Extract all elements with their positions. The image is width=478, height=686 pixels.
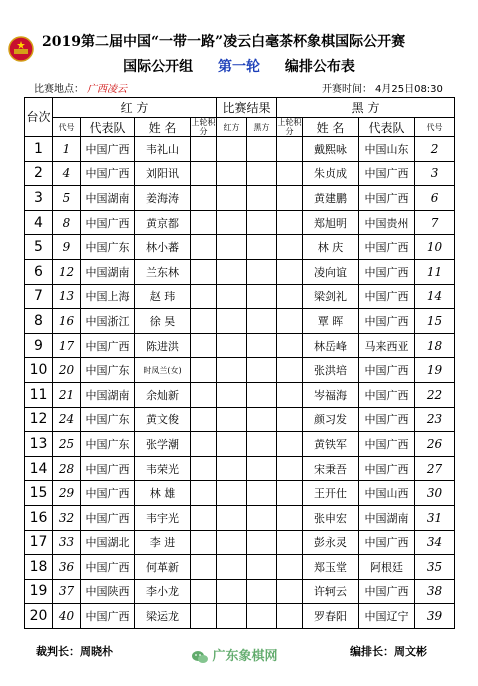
announcement-label: 编排公布表	[284, 59, 355, 75]
black-win-result-cell	[247, 579, 277, 604]
red-name-header: 姓 名	[135, 118, 191, 137]
red-win-result-cell	[217, 407, 247, 432]
red-team-cell: 中国浙江	[81, 309, 135, 334]
red-win-result-cell	[217, 309, 247, 334]
arranger-name: 周文彬	[394, 645, 427, 658]
table-no-cell: 5	[25, 235, 53, 260]
table-no-cell: 17	[25, 530, 53, 555]
start-time-info	[322, 80, 443, 95]
red-prev-score-cell	[191, 358, 217, 383]
black-prev-score-cell	[277, 481, 303, 506]
black-prev-score-cell	[277, 382, 303, 407]
black-code-header: 代号	[415, 118, 455, 137]
table-row	[25, 309, 455, 334]
table-no-cell: 9	[25, 333, 53, 358]
table-row	[25, 555, 455, 580]
red-name-cell: 陈进洪	[135, 333, 191, 358]
red-name-cell: 徐 昊	[135, 309, 191, 334]
red-win-result-cell	[217, 284, 247, 309]
red-name-cell: 黄京都	[135, 210, 191, 235]
red-team-cell: 中国广东	[81, 432, 135, 457]
red-name-cell: 兰东林	[135, 259, 191, 284]
red-prev-score-header: 上轮积分	[191, 118, 216, 136]
red-prev-score-cell	[191, 555, 217, 580]
black-team-cell: 中国广西	[359, 186, 415, 211]
black-code-cell: 39	[415, 604, 455, 629]
black-code-cell: 15	[415, 309, 455, 334]
black-name-cell: 郑玉堂	[303, 555, 359, 580]
black-team-header: 代表队	[359, 118, 415, 137]
black-name-header: 姓 名	[303, 118, 359, 137]
black-name-cell: 宋秉吾	[303, 456, 359, 481]
black-name-cell: 彭永灵	[303, 530, 359, 555]
red-code-cell: 37	[53, 579, 81, 604]
red-code-cell: 12	[53, 259, 81, 284]
red-win-result-cell	[217, 530, 247, 555]
venue-label: 比赛地点：	[34, 84, 84, 95]
red-code-cell: 9	[53, 235, 81, 260]
black-name-cell: 张申宏	[303, 505, 359, 530]
black-prev-score-cell	[277, 309, 303, 334]
red-name-cell: 韦荣光	[135, 456, 191, 481]
black-name-cell: 黄建鹏	[303, 186, 359, 211]
red-prev-score-cell	[191, 481, 217, 506]
red-name-cell: 黄文俊	[135, 407, 191, 432]
black-team-cell: 阿根廷	[359, 555, 415, 580]
chief-referee-label: 裁判长：	[36, 645, 80, 658]
red-code-cell: 36	[53, 555, 81, 580]
black-team-cell: 中国山东	[359, 137, 415, 162]
black-code-cell: 31	[415, 505, 455, 530]
table-no-cell: 1	[25, 137, 53, 162]
red-win-result-cell	[217, 333, 247, 358]
black-prev-score-cell	[277, 186, 303, 211]
red-code-cell: 16	[53, 309, 81, 334]
red-prev-score-cell	[191, 530, 217, 555]
black-name-cell: 颜习发	[303, 407, 359, 432]
watermark	[192, 645, 312, 669]
table-no-cell: 15	[25, 481, 53, 506]
table-row	[25, 137, 455, 162]
red-name-cell: 张学潮	[135, 432, 191, 457]
red-code-cell: 25	[53, 432, 81, 457]
red-code-cell: 40	[53, 604, 81, 629]
table-row	[25, 530, 455, 555]
black-name-cell: 郑旭明	[303, 210, 359, 235]
table-no-cell: 20	[25, 604, 53, 629]
red-prev-score-cell	[191, 456, 217, 481]
black-code-cell: 19	[415, 358, 455, 383]
red-win-result-cell	[217, 555, 247, 580]
red-name-cell: 梁运龙	[135, 604, 191, 629]
chief-referee-name: 周晓朴	[80, 645, 113, 658]
black-code-cell: 6	[415, 186, 455, 211]
table-row	[25, 210, 455, 235]
table-row	[25, 505, 455, 530]
black-win-result-cell	[247, 407, 277, 432]
table-no-cell: 13	[25, 432, 53, 457]
table-no-cell: 11	[25, 382, 53, 407]
black-win-result-cell	[247, 259, 277, 284]
black-code-cell: 30	[415, 481, 455, 506]
red-code-cell: 5	[53, 186, 81, 211]
black-code-cell: 23	[415, 407, 455, 432]
black-team-cell: 中国广西	[359, 259, 415, 284]
red-code-cell: 4	[53, 161, 81, 186]
red-code-cell: 21	[53, 382, 81, 407]
black-win-result-cell	[247, 456, 277, 481]
red-team-cell: 中国湖北	[81, 530, 135, 555]
table-row	[25, 284, 455, 309]
table-no-cell: 14	[25, 456, 53, 481]
black-name-cell: 林岳峰	[303, 333, 359, 358]
table-row	[25, 407, 455, 432]
red-name-cell: 刘阳讯	[135, 161, 191, 186]
table-no-cell: 6	[25, 259, 53, 284]
black-side-header: 黑 方	[277, 98, 455, 118]
black-prev-score-cell	[277, 284, 303, 309]
table-no-header: 台次	[25, 98, 53, 137]
red-win-result-cell	[217, 505, 247, 530]
red-name-cell: 何革新	[135, 555, 191, 580]
black-name-cell: 凌向谊	[303, 259, 359, 284]
black-team-cell: 中国广西	[359, 407, 415, 432]
red-win-header: 红方	[217, 118, 247, 137]
red-prev-score-cell	[191, 579, 217, 604]
red-team-cell: 中国广西	[81, 210, 135, 235]
black-name-cell: 戴熙咏	[303, 137, 359, 162]
red-prev-score-cell	[191, 407, 217, 432]
black-prev-score-cell	[277, 604, 303, 629]
red-win-result-cell	[217, 210, 247, 235]
red-team-cell: 中国广东	[81, 407, 135, 432]
black-prev-score-cell	[277, 456, 303, 481]
red-prev-score-cell	[191, 186, 217, 211]
black-name-cell: 梁剑礼	[303, 284, 359, 309]
table-no-cell: 16	[25, 505, 53, 530]
red-team-cell: 中国广西	[81, 137, 135, 162]
black-team-cell: 中国广西	[359, 309, 415, 334]
red-prev-score-cell	[191, 210, 217, 235]
black-prev-score-cell	[277, 555, 303, 580]
black-name-cell: 张洪培	[303, 358, 359, 383]
black-prev-score-cell	[277, 235, 303, 260]
black-prev-score-cell	[277, 530, 303, 555]
black-team-cell: 中国广西	[359, 579, 415, 604]
black-team-cell: 中国广西	[359, 530, 415, 555]
black-team-cell: 中国广西	[359, 358, 415, 383]
black-name-cell: 罗春阳	[303, 604, 359, 629]
red-name-cell: 李小龙	[135, 579, 191, 604]
black-code-cell: 34	[415, 530, 455, 555]
red-win-result-cell	[217, 456, 247, 481]
chief-referee	[36, 643, 113, 659]
red-prev-score-cell	[191, 137, 217, 162]
black-code-cell: 27	[415, 456, 455, 481]
red-code-header: 代号	[53, 118, 81, 137]
red-prev-score-cell	[191, 604, 217, 629]
table-no-cell: 8	[25, 309, 53, 334]
red-team-cell: 中国广西	[81, 333, 135, 358]
red-team-cell: 中国广东	[81, 235, 135, 260]
red-name-cell: 林小蕃	[135, 235, 191, 260]
table-row	[25, 604, 455, 629]
black-win-result-cell	[247, 284, 277, 309]
red-name-cell: 林 雄	[135, 481, 191, 506]
tournament-title: 2019第二届中国“一带一路”凌云白毫茶杯象棋国际公开赛	[42, 34, 406, 50]
black-win-result-cell	[247, 235, 277, 260]
red-win-result-cell	[217, 161, 247, 186]
red-code-cell: 32	[53, 505, 81, 530]
black-win-result-cell	[247, 530, 277, 555]
black-prev-score-cell	[277, 333, 303, 358]
black-team-cell: 中国辽宁	[359, 604, 415, 629]
table-row	[25, 382, 455, 407]
red-win-result-cell	[217, 382, 247, 407]
red-win-result-cell	[217, 604, 247, 629]
red-team-cell: 中国湖南	[81, 259, 135, 284]
red-team-cell: 中国广西	[81, 456, 135, 481]
red-win-result-cell	[217, 358, 247, 383]
table-row	[25, 333, 455, 358]
red-win-result-cell	[217, 432, 247, 457]
black-win-result-cell	[247, 358, 277, 383]
table-row	[25, 432, 455, 457]
black-win-result-cell	[247, 161, 277, 186]
black-team-cell: 中国贵州	[359, 210, 415, 235]
black-team-cell: 中国广西	[359, 456, 415, 481]
red-team-cell: 中国广西	[81, 505, 135, 530]
red-prev-score-cell	[191, 432, 217, 457]
black-win-result-cell	[247, 481, 277, 506]
black-win-result-cell	[247, 604, 277, 629]
red-code-cell: 1	[53, 137, 81, 162]
table-no-cell: 19	[25, 579, 53, 604]
table-no-cell: 2	[25, 161, 53, 186]
table-row	[25, 579, 455, 604]
red-win-result-cell	[217, 259, 247, 284]
black-code-cell: 35	[415, 555, 455, 580]
black-win-header: 黑方	[247, 118, 277, 137]
red-prev-score-cell	[191, 309, 217, 334]
red-prev-score-cell	[191, 235, 217, 260]
red-team-cell: 中国广西	[81, 481, 135, 506]
black-code-cell: 26	[415, 432, 455, 457]
red-name-cell: 李 进	[135, 530, 191, 555]
group-label: 国际公开组	[123, 59, 194, 75]
black-name-cell: 朱贞成	[303, 161, 359, 186]
red-code-cell: 24	[53, 407, 81, 432]
black-code-cell: 3	[415, 161, 455, 186]
table-row	[25, 481, 455, 506]
red-prev-score-cell	[191, 333, 217, 358]
black-win-result-cell	[247, 555, 277, 580]
black-name-cell: 岑福海	[303, 382, 359, 407]
time-value: 4月25日08:30	[375, 84, 443, 95]
black-win-result-cell	[247, 505, 277, 530]
red-prev-score-cell	[191, 161, 217, 186]
red-name-cell: 余灿新	[135, 382, 191, 407]
black-prev-score-cell	[277, 432, 303, 457]
black-win-result-cell	[247, 333, 277, 358]
red-team-cell: 中国广西	[81, 555, 135, 580]
red-code-cell: 8	[53, 210, 81, 235]
black-code-cell: 18	[415, 333, 455, 358]
black-team-cell: 中国湖南	[359, 505, 415, 530]
black-name-cell: 覃 晖	[303, 309, 359, 334]
black-prev-score-cell	[277, 358, 303, 383]
black-prev-score-cell	[277, 579, 303, 604]
red-name-cell: 赵 玮	[135, 284, 191, 309]
black-name-cell: 王开仕	[303, 481, 359, 506]
black-code-cell: 11	[415, 259, 455, 284]
red-name-cell: 姜海涛	[135, 186, 191, 211]
red-prev-score-cell	[191, 505, 217, 530]
black-name-cell: 许轲云	[303, 579, 359, 604]
black-win-result-cell	[247, 382, 277, 407]
watermark-text: 广东象棋网	[212, 649, 278, 664]
black-team-cell: 中国广西	[359, 284, 415, 309]
table-row	[25, 259, 455, 284]
black-team-cell: 中国广西	[359, 432, 415, 457]
black-prev-score-header: 上轮积分	[277, 118, 302, 136]
red-code-cell: 28	[53, 456, 81, 481]
black-win-result-cell	[247, 186, 277, 211]
black-win-result-cell	[247, 432, 277, 457]
table-row	[25, 235, 455, 260]
red-win-result-cell	[217, 481, 247, 506]
wechat-icon	[192, 650, 208, 664]
red-win-result-cell	[217, 235, 247, 260]
red-win-result-cell	[217, 579, 247, 604]
black-team-cell: 中国广西	[359, 235, 415, 260]
arranger-label: 编排长：	[350, 645, 394, 658]
red-code-cell: 33	[53, 530, 81, 555]
black-prev-score-cell	[277, 161, 303, 186]
red-code-cell: 20	[53, 358, 81, 383]
red-name-cell: 韦宇光	[135, 505, 191, 530]
subtitle	[0, 56, 478, 76]
black-code-cell: 2	[415, 137, 455, 162]
black-code-cell: 10	[415, 235, 455, 260]
table-no-cell: 4	[25, 210, 53, 235]
red-code-cell: 29	[53, 481, 81, 506]
result-header: 比赛结果	[217, 98, 277, 118]
table-no-cell: 3	[25, 186, 53, 211]
black-code-cell: 38	[415, 579, 455, 604]
red-team-cell: 中国广西	[81, 161, 135, 186]
red-prev-score-cell	[191, 284, 217, 309]
black-name-cell: 黄铁军	[303, 432, 359, 457]
black-code-cell: 14	[415, 284, 455, 309]
table-no-cell: 18	[25, 555, 53, 580]
red-win-result-cell	[217, 137, 247, 162]
red-team-cell: 中国湖南	[81, 382, 135, 407]
arranger	[350, 643, 427, 659]
black-team-cell: 马来西亚	[359, 333, 415, 358]
time-label: 开赛时间：	[322, 84, 372, 95]
venue-value: 广西凌云	[87, 84, 127, 95]
red-name-cell: 韦礼山	[135, 137, 191, 162]
table-no-cell: 7	[25, 284, 53, 309]
red-code-cell: 13	[53, 284, 81, 309]
black-win-result-cell	[247, 309, 277, 334]
red-win-result-cell	[217, 186, 247, 211]
table-no-cell: 12	[25, 407, 53, 432]
table-row	[25, 358, 455, 383]
venue-info	[34, 80, 127, 95]
black-prev-score-cell	[277, 407, 303, 432]
red-team-cell: 中国广东	[81, 358, 135, 383]
red-code-cell: 17	[53, 333, 81, 358]
red-prev-score-cell	[191, 259, 217, 284]
black-prev-score-cell	[277, 210, 303, 235]
red-side-header: 红 方	[53, 98, 217, 118]
black-win-result-cell	[247, 137, 277, 162]
black-prev-score-cell	[277, 259, 303, 284]
black-team-cell: 中国广西	[359, 382, 415, 407]
table-no-cell: 10	[25, 358, 53, 383]
red-prev-score-cell	[191, 382, 217, 407]
red-team-cell: 中国湖南	[81, 186, 135, 211]
table-row	[25, 456, 455, 481]
round-label: 第一轮	[218, 59, 260, 75]
black-win-result-cell	[247, 210, 277, 235]
red-team-cell: 中国陕西	[81, 579, 135, 604]
black-prev-score-cell	[277, 137, 303, 162]
table-row	[25, 186, 455, 211]
pairing-table	[24, 97, 455, 629]
black-team-cell: 中国广西	[359, 161, 415, 186]
black-code-cell: 22	[415, 382, 455, 407]
red-team-header: 代表队	[81, 118, 135, 137]
red-team-cell: 中国广西	[81, 604, 135, 629]
black-name-cell: 林 庆	[303, 235, 359, 260]
red-team-cell: 中国上海	[81, 284, 135, 309]
red-name-cell: 时凤兰(女)	[135, 358, 191, 383]
black-prev-score-cell	[277, 505, 303, 530]
pairing-rows	[25, 137, 455, 629]
black-team-cell: 中国山西	[359, 481, 415, 506]
black-code-cell: 7	[415, 210, 455, 235]
table-row	[25, 161, 455, 186]
